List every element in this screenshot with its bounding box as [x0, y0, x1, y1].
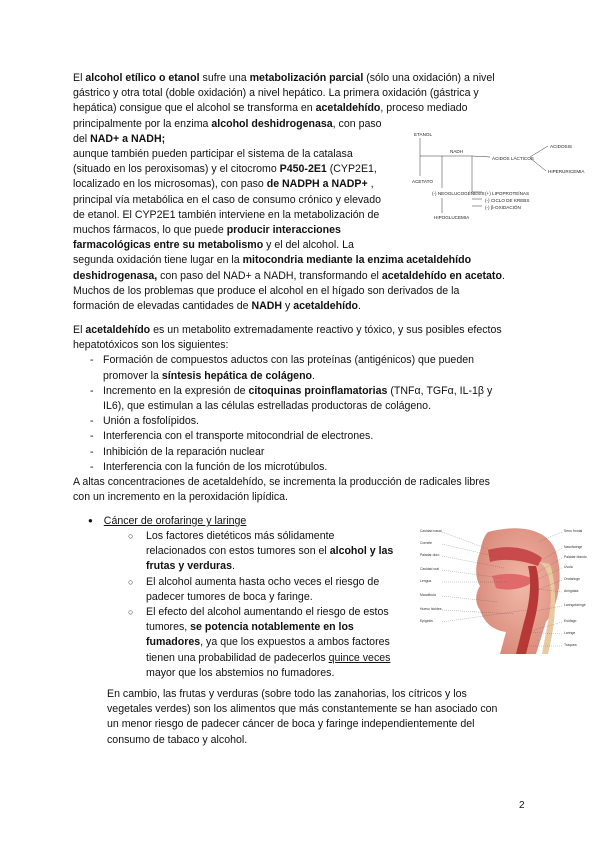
arrow-nadh	[420, 156, 490, 157]
text-line: En cambio, las frutas y verduras (sobre todo las zanahorias, los cítricos y los	[107, 688, 467, 700]
section-title: Cáncer de orofaringe y laringe	[103, 515, 247, 527]
list-item: - Incremento en la expresión de citoquinas proinflamatorias (TNFα, TGFα, IL-1β y IL6), que estimulan a las células estrelladas productoras de colágeno.	[73, 384, 535, 414]
text-line: consumo de tabaco y alcohol.	[107, 733, 248, 746]
diagram-etanol: ETANOL	[414, 132, 433, 137]
anatomy-label: Úvula	[564, 565, 573, 569]
anatomy-label: Cavidad nasal	[420, 529, 442, 533]
text-line: El acetaldehído es un metabolito extremadamente reactivo y tóxico, y sus posibles efectos	[73, 324, 502, 336]
anatomy-label: Mandíbula	[420, 593, 436, 597]
diagram-hiperuricemia: HIPERURICEMIA	[548, 169, 585, 174]
anatomy-label: Tráquea	[564, 643, 577, 647]
text-line: A altas concentraciones de acetaldehído, se incrementa la producción de radicales libres	[73, 476, 490, 489]
text-line: deshidrogenasa, con paso del NAD+ a NADH, transformando el acetaldehído en acetato.	[73, 269, 505, 282]
list-item: - Unión a fosfolípidos.	[73, 414, 535, 429]
list-item: ○ El alcohol aumenta hasta ocho veces el riesgo de padecer tumores de boca y faringe.	[128, 575, 410, 605]
text-line: un menor riesgo de padecer cáncer de boca y faringe independientemente del	[107, 718, 475, 731]
anatomy-label: Paladar duro	[420, 553, 440, 557]
acetaldehyde-paragraph	[73, 323, 535, 505]
anatomy-label: Seno frontal	[564, 529, 583, 533]
anatomy-label: Epiglotis	[420, 619, 433, 623]
text-line: del NAD+ a NADH;	[73, 132, 166, 145]
diagram-acidosis: ACIDOSIS	[550, 144, 572, 149]
text-line: farmacológicas entre su metabolismo y el del alcohol. La	[73, 239, 354, 252]
list-item: - Interferencia con el transporte mitocondrial de electrones.	[73, 429, 535, 444]
anatomy-label: Orofaringe	[564, 577, 581, 581]
list-item: ○ Los factores dietéticos más sólidamente relacionados con estos tumores son el alcohol y las frutas y verduras.	[128, 529, 410, 575]
effects-list	[73, 353, 535, 475]
list-item: ○ El efecto del alcohol aumentando el riesgo de estos tumores, se potencia notablemente en los fumadores, ya que los expuestos a ambos factores tienen una probabilidad de padecerlos quince veces mayor que los abstemios no fumadores.	[128, 605, 410, 681]
anatomy-label: Lengua	[420, 579, 432, 583]
diagram-nadh: NADH	[450, 149, 464, 154]
list-item: - Inhibición de la reparación nuclear	[73, 445, 535, 460]
text-line: aunque también pueden participar el sistema de la catalasa	[73, 148, 353, 161]
arrow-acidosis	[530, 146, 548, 157]
text-line: formación de elevadas cantidades de NADH y acetaldehído.	[73, 300, 361, 313]
list-item: - Formación de compuestos aductos con las proteínas (antigénicos) que pueden promover la síntesis hepática de colágeno.	[73, 353, 535, 383]
text-line: muchos fármacos, lo que puede producir interacciones	[73, 224, 341, 237]
text-line: El alcohol etílico o etanol sufre una metabolización parcial (sólo una oxidación) a nivel	[73, 72, 495, 84]
text-line: segunda oxidación tiene lugar en la mitocondria mediante la enzima acetaldehído	[73, 254, 472, 267]
anatomy-label: Cornete	[420, 541, 433, 545]
closing-paragraph	[107, 687, 547, 748]
text-line: vegetales verdes) son los alimentos que más constantemente se han asociado con	[107, 703, 498, 716]
page-number: 2	[519, 800, 525, 811]
text-line: de etanol. El CYP2E1 también interviene en la metabolización de	[73, 208, 380, 221]
diagram-lipoproteinas: (+) LIPOPROTEÍNAS	[485, 191, 530, 196]
text-line: con un incremento en la peroxidación lipídica.	[73, 491, 288, 504]
bullet-icon: ●	[88, 516, 93, 525]
anatomy-label: Nasofaringe	[564, 545, 583, 549]
text-line: localizado en los microsomas), con paso de NADPH a NADP+ ,	[73, 178, 374, 191]
diagram-acetato: ACETATO	[412, 179, 433, 184]
anatomy-label: Laringe	[564, 631, 576, 635]
arrow-hiperuricemia	[530, 158, 546, 171]
text-line: principalmente por la enzima alcohol deshidrogenasa, con paso	[73, 117, 382, 130]
text-line: Muchos de los problemas que produce el alcohol en el hígado son derivados de la	[73, 284, 460, 297]
anatomy-label: Hueso hioides	[420, 607, 442, 611]
metabolism-diagram	[412, 128, 592, 228]
diagram-neoglucog: (-) NEOGLUCOGÉNESIS	[432, 191, 485, 196]
list-item: - Interferencia con la función de los microtúbulos.	[73, 460, 535, 475]
diagram-boxid: (-) β-OXIDACIÓN	[485, 205, 521, 210]
diagram-acidos: ÁCIDOS LÁCTICOS	[492, 156, 534, 161]
diagram-hipoglucemia: HIPOGLUCEMIA	[434, 215, 470, 220]
anatomy-label: Esófago	[564, 619, 577, 623]
section-sublist	[128, 529, 410, 681]
text-line: principal vía metabólica en el caso de consumo crónico y elevado	[73, 193, 381, 206]
anatomy-label: Laringofaringe	[564, 603, 586, 607]
text-line: gástrico y otra total (doble oxidación) a nivel hepático. La primera oxidación (gástrica y	[73, 87, 479, 100]
text-line: hepática) consigue que el alcohol se transforma en acetaldehído, proceso mediado	[73, 102, 468, 115]
head-anatomy-illustration	[418, 522, 590, 654]
anatomy-label: Amígdala	[564, 589, 579, 593]
text-line: (situado en los peroxisomas) y el citocromo P450-2E1 (CYP2E1,	[73, 163, 377, 176]
anatomy-label: Paladar blando	[564, 555, 587, 559]
arrow-lipo	[472, 156, 482, 192]
anatomy-label: Cavidad oral	[420, 567, 440, 571]
text-line: hepatotóxicos son los siguientes:	[73, 339, 229, 352]
diagram-krebs: (-) CICLO DE KREBS	[485, 198, 530, 203]
section-heading	[88, 514, 246, 529]
